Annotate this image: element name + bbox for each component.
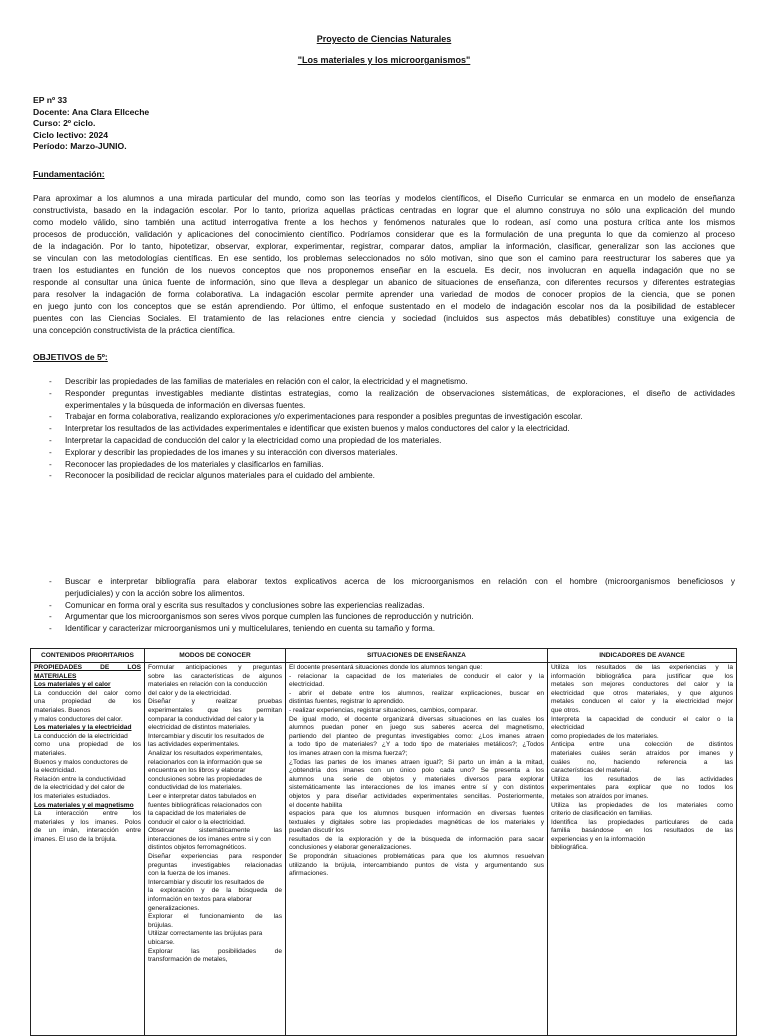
objetivos-heading	[33, 352, 108, 362]
table-header-row	[31, 649, 737, 663]
paragraph-line: una concepción constructivista de la práctica científica.	[33, 325, 235, 335]
cell-line: Intercambiar y discutir los resultados de	[148, 878, 265, 886]
cell-line: Buenos y malos conductores de	[34, 758, 128, 766]
cell-line: Diseñar experiencias para responder	[148, 853, 282, 861]
cell-line: información en textos para elaborar	[148, 896, 252, 904]
cell-line: Se propondrán situaciones problemáticas para que los alumnos resuelvan	[289, 853, 544, 861]
cell-line: resultados de la exploración y de la búsqueda de información para sacar	[289, 835, 544, 843]
paragraph-line: se vinculan con las metodologías científicas. En ese sentido, los problemas seleccionados no sólo motivan, sino que son el camino para reestructurar los saberes que ya	[33, 253, 735, 263]
cell-line: - realizar experiencias, registrar situaciones, cambios, comparar.	[289, 706, 478, 714]
cell-line: conductividad de los materiales.	[148, 784, 242, 792]
cell-contenidos	[31, 663, 145, 1036]
cell-line: características del material.	[551, 767, 632, 775]
cell-line: alumnos una serie de objetos y materiales diversos para explorar	[289, 775, 544, 783]
objectives-list-b	[33, 576, 735, 635]
cell-line: Leer e interpretar datos tabulados en	[148, 792, 257, 800]
objective-item	[33, 576, 735, 600]
cell-line: encuentra en los libros y elaborar	[148, 767, 246, 775]
objective-text: - Responder preguntas investigables mediante distintas estrategias, como la realización de observaciones sistemáticas, de exploraciones, el diseño de actividades	[65, 388, 735, 398]
fundamentacion-heading: Fundamentación:	[33, 169, 105, 179]
cell-line: relacionarlos con la información que se	[148, 758, 263, 766]
objective-item	[33, 470, 735, 482]
cell-line: información bibliográfica para justificar que los	[551, 672, 733, 680]
cell-line: Utilizar correctamente las brújulas para	[148, 930, 263, 938]
cell-line: la electricidad.	[34, 767, 77, 775]
cell-line: de la electricidad y del calor de	[34, 784, 125, 792]
cell-line: textuales y digitales sobre las propiedades magnéticas de los materiales y	[289, 818, 544, 826]
cell-indicadores	[548, 663, 737, 1036]
cell-line: el docente habilita	[289, 801, 343, 809]
objective-text: - Reconocer las propiedades de los materiales y clasificarlos en familias.	[65, 459, 324, 469]
cell-line: sobre las características de algunos	[148, 672, 282, 680]
objetivos-heading-text: OBJETIVOS de 5º	[33, 352, 105, 362]
cell-line: Los materiales y el calor	[34, 681, 111, 689]
cell-line: conclusiones sobre las propiedades de	[148, 775, 262, 783]
objective-item	[33, 411, 735, 423]
cell-line: alumnos puedan poner en juego sus saberes acerca del magnetismo,	[289, 724, 544, 732]
objective-text: - Interpretar los resultados de las actividades experimentales e identificar que existen buenos y malos conductores del calor y la electricidad.	[65, 424, 570, 434]
cell-line: electricidad.	[289, 681, 325, 689]
cell-line: bibliográfica.	[551, 844, 589, 852]
objective-text: - Argumentar que los microorganismos son seres vivos porque cumplen las funciones de reproducción y nutrición.	[65, 612, 474, 622]
cell-line: metales son atraídos por imanes.	[551, 792, 649, 800]
cell-line: objetos y para diseñar actividades experimentales sencillas. Posteriormente,	[289, 792, 544, 800]
cell-line: como una propiedad de los	[34, 741, 141, 749]
cell-line: Identifica las propiedades particulares de cada	[551, 818, 733, 826]
cell-line: los imanes atraen con la misma fuerza?;	[289, 749, 408, 757]
cell-line: sistemáticamente las interacciones de los imanes entre sí y con distintos	[289, 784, 544, 792]
paragraph-line: responde al consultar una única fuente de información, sino que lleva a desplegar un abanico de situaciones de enseñanza, con diferentes recursos y diferentes estrategias	[33, 277, 735, 287]
cell-line: materiales. Buenos	[34, 706, 91, 714]
cell-line: materiales cuáles serán atraídos por imanes y	[551, 749, 733, 757]
cell-line: ¿obtendría dos imanes con un único polo cada uno? Se presenta a los	[289, 767, 544, 775]
cell-line: Utiliza los resultados de las experiencias y la	[551, 664, 733, 671]
cell-line: MATERIALES	[34, 672, 77, 680]
cell-line: experimentales para explicar que no todos los	[551, 784, 733, 792]
cell-line: distintos objetos ferromagnéticos.	[148, 844, 247, 852]
paragraph-line: como modelo válido, sino también una actitud interrogativa frente a los hechos y fenómenos naturales que lo rodean, así como una postura crítica ante los mismos	[33, 217, 735, 227]
cell-line: conclusiones y elaborar generalizaciones.	[289, 844, 412, 852]
objective-item	[33, 423, 735, 435]
cell-line: La interacción entre los	[34, 810, 141, 818]
cell-line: electricidad de distintos materiales.	[148, 724, 251, 732]
cell-line: Observar sistemáticamente las	[148, 827, 282, 835]
cell-line: electricidad	[551, 724, 585, 732]
cell-line: materiales en relación con la conducción	[148, 681, 268, 689]
cell-line: distintas fuentes, registrar lo aprendido.	[289, 698, 405, 706]
cell-line: de un imán, interacción entre	[34, 827, 141, 835]
paragraph-line: procesos de producción, validación y aplicaciones del conocimiento científico. Podríamos considerar que es la formulación de una pregunta lo que da comienzo al proceso	[33, 229, 735, 239]
fundamentacion-paragraph	[33, 192, 735, 336]
cell-line: - abrir el debate entre los alumnos, realizar explicaciones, buscar en	[289, 689, 544, 697]
cell-modos	[145, 663, 286, 1036]
objective-item	[33, 376, 735, 388]
cell-line: ubicarse.	[148, 939, 175, 946]
cell-line: La conducción del calor como	[34, 689, 141, 697]
objective-text: - Buscar e interpretar bibliografía para elaborar textos explicativos acerca de los microorganismos en relación con el hombre (microorganismos beneficiosos y	[65, 577, 735, 586]
cell-line: Utiliza los resultados de las actividades	[551, 775, 733, 783]
cell-line: del calor y de la electricidad.	[148, 689, 232, 697]
paragraph-line: traen los estudiantes en función de los nuevos conceptos que nos proponemos enseñar en la escuela. Es decir, nos involucran en aquella indagación que no se	[33, 265, 735, 275]
cell-line: familia basándose en los resultados de las	[551, 827, 733, 835]
objective-text: - Comunicar en forma oral y escrita sus resultados y conclusiones sobre las experiencias realizadas.	[65, 600, 425, 610]
objective-item	[33, 611, 735, 623]
cell-line: utilizando la brújula, intercambiando puntos de vista y argumentando sus	[289, 861, 544, 869]
course-line: Curso: 2º ciclo.	[33, 118, 96, 129]
cell-line: espacios para que los alumnos busquen información en diversas fuentes	[289, 810, 544, 818]
cell-line: preguntas investigables relacionadas	[148, 861, 282, 869]
cell-line: que otros.	[551, 706, 581, 714]
cell-line: Intercambiar y discutir los resultados de	[148, 732, 265, 740]
cell-line: experimentales que les permitan	[148, 706, 282, 714]
cell-line: las actividades experimentales.	[148, 741, 240, 749]
cell-line: metales son mejores conductores del calor y la	[551, 681, 733, 689]
cell-line: afirmaciones.	[289, 870, 329, 878]
cell-line: Analizar los resultados experimentales,	[148, 749, 263, 757]
objective-text: - Trabajar en forma colaborativa, realizando exploraciones y/o experimentaciones para responder a posibles preguntas de investigación escolar.	[65, 412, 583, 422]
cell-line: Anticipa entre una colección de distintos	[551, 741, 733, 749]
objective-text: - Describir las propiedades de las familias de materiales en relación con el calor, la electricidad y el magnetismo.	[65, 377, 468, 386]
paragraph-line: puentes con las Ciencias Sociales. El tratamiento de las relaciones entre ciencia y sociedad (incluidos sus aspectos más debatibles) constituye una exigencia de	[33, 313, 735, 323]
header-situaciones: SITUACIONES DE ENSEÑANZA	[286, 649, 548, 663]
objetivos-heading-colon: :	[104, 352, 108, 362]
cell-line: Utiliza las propiedades de los materiales como	[551, 801, 733, 809]
cell-line: - relacionar la capacidad de los materiales de conducir el calor y la	[289, 672, 544, 680]
cell-line: Interpreta la capacidad de conducir el calor o la	[551, 715, 733, 723]
paragraph-line: de la indagación. Por lo tanto, hipotetizar, observar, explorar, experimentar, registrar, comparar datos, ampliar la información, clasificar, generalizar son las acciones que	[33, 241, 735, 251]
cell-line: una propiedad de los	[34, 698, 141, 706]
cell-line: puedan discutir los	[289, 827, 344, 835]
cell-line: De igual modo, el docente organizará diversas situaciones en las cuales los	[289, 715, 544, 723]
period-line: Período: Marzo-JUNIO.	[33, 141, 127, 152]
document-subtitle: "Los materiales y los microorganismos"	[297, 55, 471, 65]
school-line: EP nº 33	[33, 95, 68, 105]
cell-situaciones	[286, 663, 548, 1036]
project-info	[33, 95, 149, 153]
cell-line: experiencias y en la información	[551, 835, 646, 843]
cell-line: Relación entre la conductividad	[34, 775, 126, 783]
objective-item	[33, 623, 735, 635]
objective-item	[33, 447, 735, 459]
cell-line: la capacidad de los materiales de	[148, 810, 246, 818]
cell-line: interacciones de los imanes entre sí y con	[148, 835, 271, 843]
year-line: Ciclo lectivo: 2024	[33, 129, 108, 140]
objective-text: - Reconocer la posibilidad de reciclar algunos materiales para el cuidado del ambiente.	[65, 471, 375, 481]
objective-item	[33, 388, 735, 412]
cell-line: fuentes bibliográficas relacionados con	[148, 801, 262, 809]
cell-line: materiales y los imanes. Polos	[34, 818, 141, 826]
cell-line: conducir el calor o la electricidad.	[148, 818, 246, 826]
cell-line: El docente presentará situaciones donde los alumnos tengan que:	[289, 664, 483, 671]
cell-line: PROPIEDADES DE LOS	[34, 664, 141, 671]
header-contenidos: CONTENIDOS PRIORITARIOS	[31, 649, 145, 663]
cell-line: metales conducen el calor y la electricidad mejor	[551, 698, 733, 706]
cell-line: y malos conductores del calor.	[34, 715, 123, 723]
cell-line: materiales.	[34, 749, 67, 757]
cell-line: transformación de metales,	[148, 956, 228, 964]
cell-line: cuáles no, haciendo referencia a las	[551, 758, 733, 766]
paragraph-line: en juego junto con los conceptos que se están aprendiendo. Por último, el enfoque sustentado en el modelo de indagación escolar nos da la posibilidad de establecer	[33, 301, 735, 311]
cell-line: los materiales estudiados.	[34, 792, 111, 800]
cell-line: a todo tipo de materiales? ¿Y a todo tipo de materiales metálicos?; ¿Todos	[289, 741, 544, 749]
cell-line: con la fuerza de los imanes.	[148, 870, 231, 878]
paragraph-line: Para aproximar a los alumnos a una mirada particular del mundo, como son las teorías y modelos científicos, el Diseño Curricular se enmarca en un modelo de enseñanza	[33, 193, 735, 203]
paragraph-line: constructivista, basado en la indagación escolar. Por lo tanto, prioriza aquellas prácticas centradas en lograr que el alumno construya no sólo una explicación del mundo	[33, 205, 735, 215]
cell-line: imanes. El uso de la brújula.	[34, 835, 117, 843]
objective-text: perjudiciales) y con la acción sobre los alimentos.	[65, 588, 245, 598]
cell-line: electricidad que otros materiales, y que algunos	[551, 689, 733, 697]
paragraph-line: para resolver la indagación de forma colaborativa. La indagación escolar permite aprender una variedad de modos de conocer propios de la ciencia, que se ponen	[33, 289, 735, 299]
planning-table	[30, 648, 737, 1036]
objective-item	[33, 435, 735, 447]
cell-line: criterio de clasificación en familias.	[551, 810, 653, 818]
cell-line: partiendo del planteo de preguntas investigables como: ¿Los imanes atraen	[289, 732, 544, 740]
cell-line: ¿Todas las partes de los imanes atraen igual?; Si parto un imán a la mitad,	[289, 758, 544, 766]
cell-line: Explorar las posibilidades de	[148, 947, 282, 955]
cell-line: Los materiales y el magnetismo	[34, 801, 134, 809]
header-modos: MODOS DE CONOCER	[145, 649, 286, 663]
cell-line: la exploración y de la búsqueda de	[148, 887, 282, 895]
document-title: Proyecto de Ciencias Naturales	[316, 34, 452, 44]
cell-line: Explorar el funcionamiento de las	[148, 913, 282, 921]
objective-text: experimentales y la búsqueda de información en diversas fuentes.	[65, 400, 306, 410]
cell-line: Diseñar y realizar pruebas	[148, 698, 282, 706]
header-indicadores: INDICADORES DE AVANCE	[548, 649, 737, 663]
cell-line: La conducción de la electricidad	[34, 732, 128, 740]
objective-text: - Interpretar la capacidad de conducción del calor y la electricidad como una propiedad de los materiales.	[65, 435, 442, 445]
cell-line: comparar la conductividad del calor y la	[148, 715, 264, 723]
objectives-list-a	[33, 376, 735, 482]
teacher-line: Docente: Ana Clara Ellceche	[33, 106, 150, 117]
objective-text: - Explorar y describir las propiedades de los imanes y su interacción con diversos materiales.	[65, 447, 398, 457]
cell-line: Formular anticipaciones y preguntas	[148, 664, 282, 671]
cell-line: como propiedades de los materiales.	[551, 732, 659, 740]
cell-line: generalizaciones.	[148, 904, 200, 912]
objective-item	[33, 600, 735, 612]
objective-item	[33, 459, 735, 471]
table-row	[31, 663, 737, 1036]
objective-text: - Identificar y caracterizar microorganismos uni y multicelulares, teniendo en cuenta su tamaño y forma.	[65, 624, 435, 634]
cell-line: Los materiales y la electricidad	[34, 724, 132, 732]
cell-line: brújulas.	[148, 921, 173, 929]
